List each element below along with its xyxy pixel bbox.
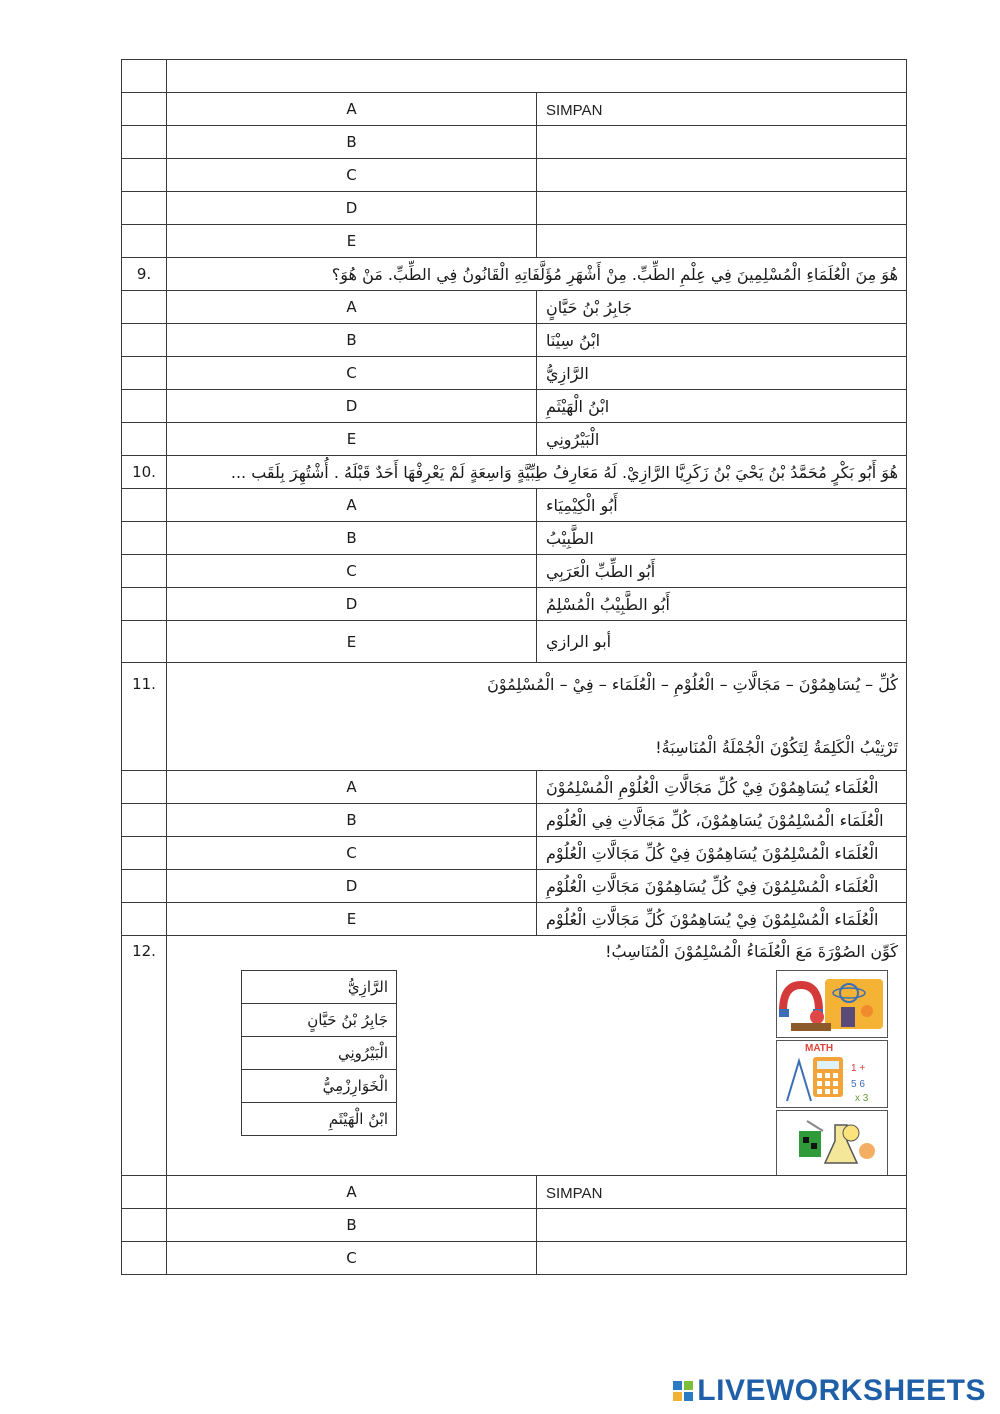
answer-field[interactable] [537,225,907,258]
option-letter[interactable]: A [167,489,537,522]
scientist-list [241,970,397,1136]
scientist-item[interactable]: الْخَوَارِزْمِيُّ [242,1070,397,1103]
science-picture[interactable] [776,970,888,1038]
option-label: أَبُو الطِّبِّ الْعَرَبِي [546,561,656,581]
option-label: أَبُو الْكِيْمِيَاء [546,495,618,515]
option-label: الْعُلَمَاء الْمُسْلِمُوْنَ يُسَاهِمُوْنَ فِيْ كُلِّ مَجَالَّاتِ الْعُلُوْم [546,843,879,863]
option-row[interactable] [122,588,907,621]
option-letter: D [167,192,537,225]
table-row [122,1176,907,1209]
table-row [122,126,907,159]
option-row[interactable] [122,390,907,423]
question-text: هُوَ مِنَ الْعُلَمَاءِ الْمُسْلِمِينَ فِي عِلْمِ الطِّبِّ. مِنْ أَشْهَرِ مُؤَلَّفَاتِهِ الْقَانُونُ فِي الطِّبِّ. مَنْ هُوَ؟ [167,258,907,291]
option-text[interactable] [537,324,907,357]
brand-name: LIVEWORKSHEETS [697,1374,986,1407]
answer-field[interactable] [537,159,907,192]
option-text[interactable] [537,588,907,621]
question-number: 9. [122,258,167,291]
option-text[interactable] [537,555,907,588]
table-row [122,192,907,225]
option-letter: B [167,1209,537,1242]
word-list: كُلِّ – يُسَاهِمُوْنَ – مَجَالَّاتِ – الْعُلُوْمِ – الْعُلَمَاء – فِيْ – الْمُسْلِمُوْنَ [487,675,898,694]
instruction: تَرْتِيْبُ الْكَلِمَةُ لِتَكُوْنَ الْجُمْلَةُ الْمُنَاسِبَةُ! [655,738,898,757]
option-letter[interactable]: D [167,390,537,423]
answer-field[interactable] [537,1176,907,1209]
question-row [122,936,907,1176]
question-row [122,456,907,489]
option-letter[interactable]: C [167,837,537,870]
option-label: الْعُلَمَاء الْمُسْلِمُوْنَ فِيْ كُلِّ يُسَاهِمُوْنَ مَجَالَّاتِ الْعُلُوْمِ [546,876,879,896]
option-letter[interactable]: C [167,555,537,588]
option-letter[interactable]: A [167,291,537,324]
table-row [122,60,907,93]
option-letter[interactable]: D [167,588,537,621]
table-row [122,225,907,258]
option-letter[interactable]: A [167,771,537,804]
option-letter[interactable]: B [167,804,537,837]
answer-field[interactable] [537,93,907,126]
option-label: الْبَيْرُونِي [546,429,600,449]
option-row[interactable] [122,291,907,324]
option-label: الْعُلَمَاء يُسَاهِمُوْنَ فِيْ كُلِّ مَجَالَّاتِ الْعُلُوْمِ الْمُسْلِمُوْنَ [546,777,879,797]
option-row[interactable] [122,804,907,837]
option-letter: A [167,1176,537,1209]
option-label: أبو الرازي [546,632,612,651]
scientist-item[interactable]: جَابِرُ بْنُ حَيَّانٍ [242,1004,397,1037]
math-picture[interactable] [776,1040,888,1108]
option-row[interactable] [122,555,907,588]
save-button[interactable]: SIMPAN [546,101,603,119]
option-label: جَابِرُ بْنُ حَيَّانٍ [546,297,633,317]
question-number: 11. [132,675,156,693]
option-letter[interactable]: E [167,903,537,936]
table-row [122,159,907,192]
math-caption: MATH [805,1043,834,1054]
option-text[interactable] [537,771,907,804]
table-row [122,1242,907,1275]
option-text[interactable] [537,489,907,522]
svg-text:5 6: 5 6 [851,1079,865,1090]
option-row[interactable] [122,423,907,456]
logo-mark-icon [673,1381,693,1401]
svg-text:1 +: 1 + [851,1063,866,1074]
option-label: الرَّازِيُّ [546,363,589,383]
option-letter: A [167,93,537,126]
worksheet-table [121,59,907,1275]
question-text: هُوَ أَبُو بَكْرٍ مُحَمَّدُ بْنُ يَحْيَ بْنُ زَكَرِيَّا الرَّازِيْ. لَهُ مَعَارِفُ طِبِّيَّةٍ وَاسِعَةٍ لَمْ يَعْرِفْهَا أَحَدٌ قَبْلَهُ . أُشْتُهِرَ بِلَقَب ... [167,456,907,489]
option-label: ابْنُ سِيْنَا [546,330,601,350]
option-text[interactable] [537,291,907,324]
option-letter: C [167,1242,537,1275]
scientist-item[interactable]: ابْنُ الْهَيْثَمِ [242,1103,397,1136]
question-number: 12. [132,942,156,960]
science-illustration [777,971,887,1037]
table-row [122,1209,907,1242]
option-text[interactable] [537,837,907,870]
option-text[interactable] [537,522,907,555]
option-label: ابْنُ الْهَيْثَمِ [546,396,610,416]
option-row[interactable] [122,522,907,555]
option-letter: B [167,126,537,159]
scientist-item[interactable]: الْبَيْرُونِي [242,1037,397,1070]
option-text[interactable] [537,390,907,423]
number-cell [122,60,167,93]
scientist-item[interactable]: الرَّازِيُّ [242,971,397,1004]
answer-field[interactable] [537,1242,907,1275]
option-row[interactable] [122,837,907,870]
chemistry-illustration [777,1111,887,1176]
option-text[interactable] [537,804,907,837]
answer-field[interactable] [537,192,907,225]
option-row[interactable] [122,870,907,903]
option-text[interactable] [537,621,907,663]
question-cell [167,60,907,93]
question-text: كَوِّن الصُوْرَةَ مَعَ الْعُلَمَاءُ الْمُسْلِمُوْنَ الْمُنَاسِبُ! [605,942,898,961]
option-label: الطَّبِيْبُ [546,528,594,548]
table-row [122,93,907,126]
picture-column [776,970,888,1176]
question-number: 10. [122,456,167,489]
option-label: الْعُلَمَاء الْمُسْلِمُوْنَ يُسَاهِمُوْنَ، كُلِّ مَجَالَّاتِ فِي الْعُلُوْم [546,810,884,830]
option-letter[interactable]: D [167,870,537,903]
option-text[interactable] [537,903,907,936]
chemistry-picture[interactable] [776,1110,888,1176]
option-row[interactable] [122,621,907,663]
option-text[interactable] [537,423,907,456]
question-text [167,663,907,771]
option-letter: E [167,225,537,258]
option-text[interactable] [537,870,907,903]
option-row[interactable] [122,357,907,390]
option-text[interactable] [537,357,907,390]
answer-field[interactable] [537,126,907,159]
matching-area [167,936,907,1176]
option-letter[interactable]: B [167,522,537,555]
option-letter[interactable]: E [167,621,537,663]
option-row[interactable] [122,489,907,522]
option-label: الْعُلَمَاء الْمُسْلِمُوْنَ فِيْ يُسَاهِمُوْنَ كُلِّ مَجَالَّاتِ الْعُلُوْم [546,909,879,929]
question-row [122,663,907,771]
option-row[interactable] [122,903,907,936]
option-row[interactable] [122,771,907,804]
answer-field[interactable] [537,1209,907,1242]
svg-text:x 3: x 3 [855,1093,869,1104]
option-label: أَبُو الطَّبِيْبُ الْمُسْلِمُ [546,594,670,614]
question-row [122,258,907,291]
save-button[interactable]: SIMPAN [546,1184,603,1202]
liveworksheets-logo[interactable] [673,1376,986,1406]
option-letter[interactable]: C [167,357,537,390]
option-letter[interactable]: E [167,423,537,456]
option-letter: C [167,159,537,192]
option-row[interactable] [122,324,907,357]
option-letter[interactable]: B [167,324,537,357]
